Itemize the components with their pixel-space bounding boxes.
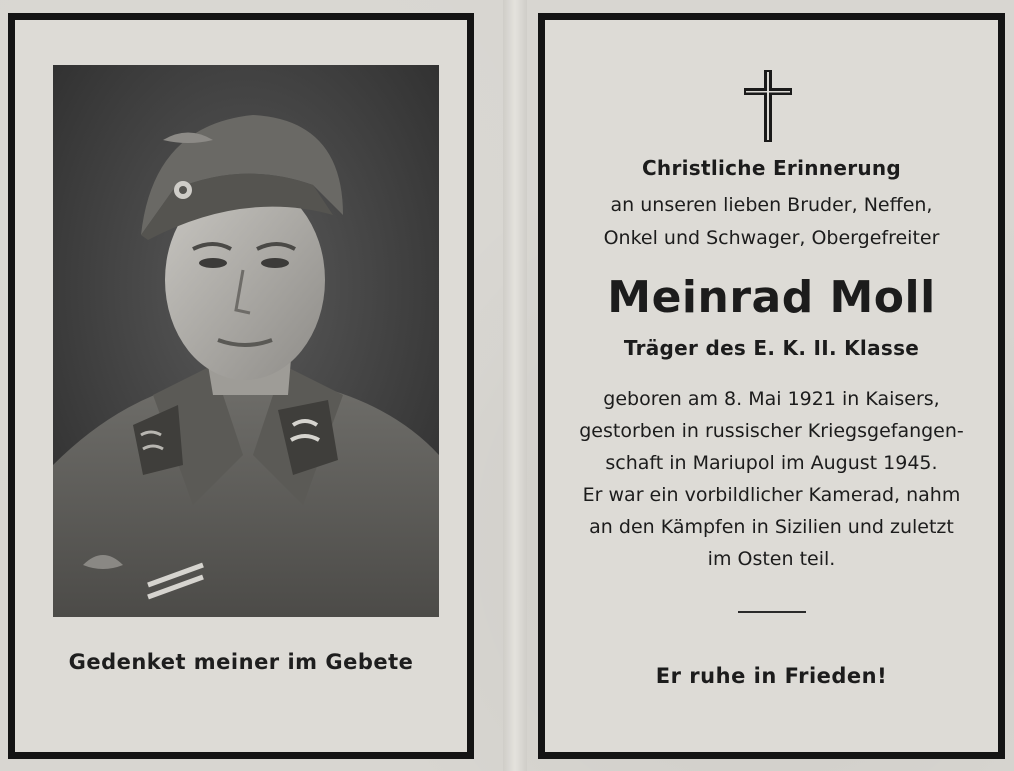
- cross-icon: [744, 70, 792, 142]
- bio-line-3: schaft in Mariupol im August 1945.: [605, 452, 938, 474]
- intro-line-2: Onkel und Schwager, Obergefreiter: [603, 227, 940, 249]
- bio-line-2: gestorben in russischer Kriegsgefangen-: [579, 420, 964, 442]
- deceased-name: Meinrad Moll: [607, 272, 936, 323]
- award-line: Träger des E. K. II. Klasse: [623, 336, 920, 360]
- portrait-illustration: [53, 65, 439, 617]
- soldier-portrait-photo: [53, 65, 439, 617]
- bio-line-1: geboren am 8. Mai 1921 in Kaisers,: [603, 388, 940, 410]
- caption-prayer: Gedenket meiner im Gebete: [68, 650, 414, 674]
- card-fold: [503, 0, 527, 771]
- left-panel: [8, 13, 474, 759]
- divider: [738, 611, 806, 613]
- bio-line-5: an den Kämpfen in Sizilien und zuletzt: [589, 516, 954, 538]
- right-panel: [538, 13, 1005, 759]
- closing-blessing: Er ruhe in Frieden!: [655, 664, 888, 688]
- memorial-heading: Christliche Erinnerung: [641, 156, 902, 180]
- intro-line-1: an unseren lieben Bruder, Neffen,: [610, 194, 933, 216]
- bio-line-6: im Osten teil.: [707, 548, 836, 570]
- bio-line-4: Er war ein vorbildlicher Kamerad, nahm: [582, 484, 961, 506]
